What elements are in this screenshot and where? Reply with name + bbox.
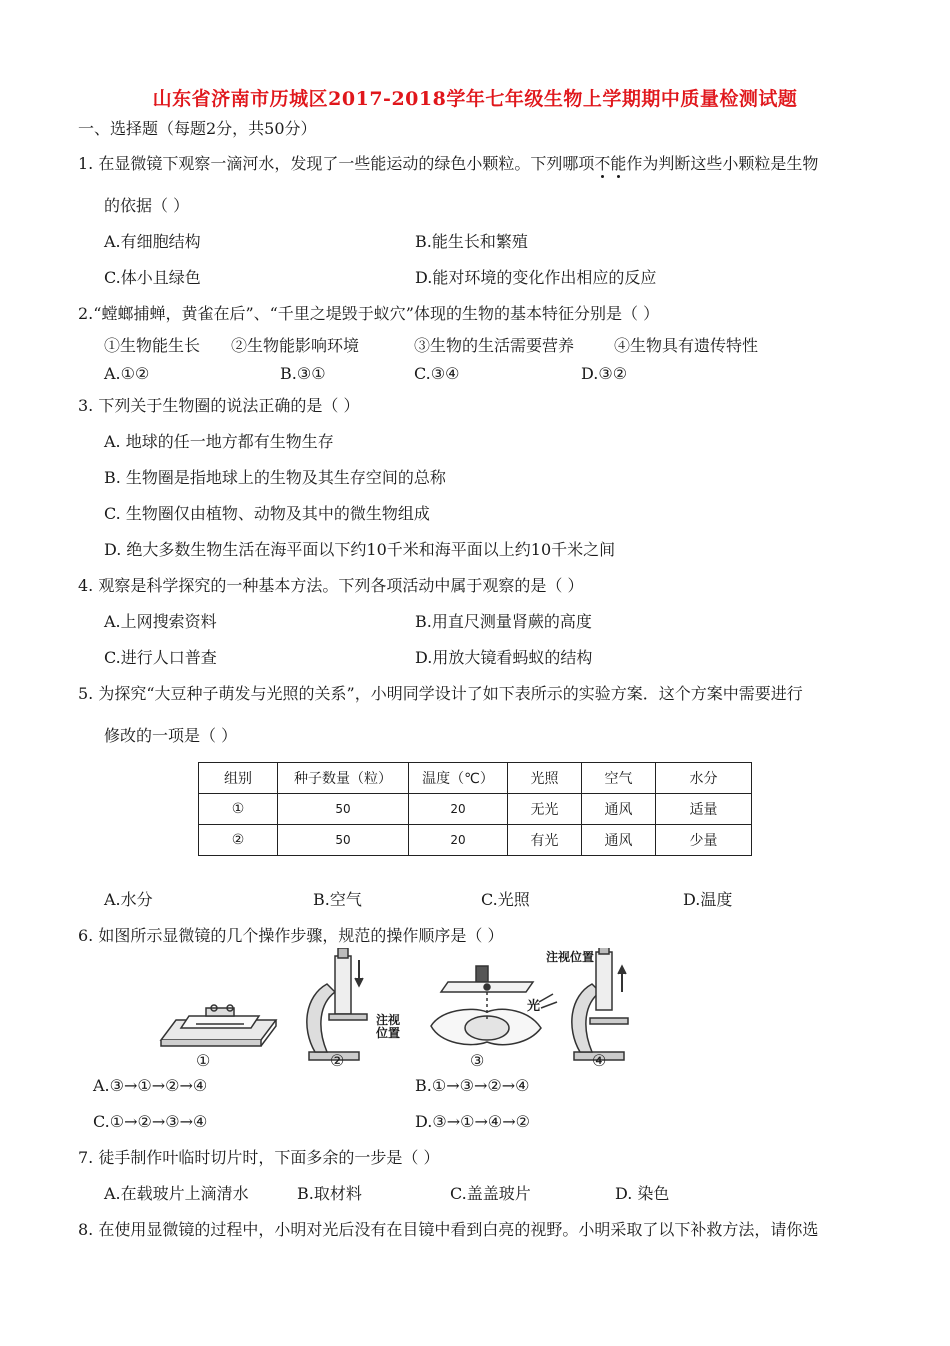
option-3b[interactable]: B. 生物圈是指地球上的生物及其生存空间的总称 <box>104 468 446 487</box>
table-header: 空气 <box>582 763 656 794</box>
question-6-stem: 6. 如图所示显微镜的几个操作步骤，规范的操作顺序是（ ） <box>78 926 504 945</box>
emphasis-mark: 不 <box>594 154 611 173</box>
figure-2-note-line2: 位置 <box>376 1026 401 1040</box>
table-header: 温度（℃） <box>409 763 508 794</box>
table-header: 组别 <box>199 763 278 794</box>
option-7b[interactable]: B.取材料 <box>297 1184 362 1203</box>
option-2a[interactable]: A.①② <box>104 364 150 383</box>
option-5d[interactable]: D.温度 <box>683 890 733 909</box>
statement-1: ①生物能生长 <box>104 336 201 355</box>
table-cell: 少量 <box>656 825 752 856</box>
statement-3: ③生物的生活需要营养 <box>414 336 575 355</box>
option-6d[interactable]: D.③→①→④→② <box>415 1112 530 1131</box>
table-cell: ① <box>199 794 278 825</box>
statement-2: ②生物能影响环境 <box>231 336 360 355</box>
question-1-stem-part1: 1. 在显微镜下观察一滴河水，发现了一些能运动的绿色小颗粒。下列哪项 <box>78 154 595 173</box>
table-cell: ② <box>199 825 278 856</box>
option-3c[interactable]: C. 生物圈仅由植物、动物及其中的微生物组成 <box>104 504 430 523</box>
table-cell: 20 <box>409 794 508 825</box>
table-cell: 50 <box>278 794 409 825</box>
table-cell: 无光 <box>508 794 582 825</box>
figure-2-note <box>376 1014 400 1040</box>
table-row <box>199 794 752 825</box>
emphasis-mark: 能 <box>610 154 627 173</box>
option-1b[interactable]: B.能生长和繁殖 <box>415 232 528 251</box>
option-4d[interactable]: D.用放大镜看蚂蚁的结构 <box>415 648 593 667</box>
table-cell: 适量 <box>656 794 752 825</box>
option-6a[interactable]: A.③→①→②→④ <box>93 1076 208 1095</box>
figure-3-light-label: 光 <box>527 999 541 1014</box>
table-cell: 50 <box>278 825 409 856</box>
option-6b[interactable]: B.①→③→②→④ <box>415 1076 530 1095</box>
option-3a[interactable]: A. 地球的任一地方都有生物生存 <box>104 432 334 451</box>
figure-2-note-line1: 注视 <box>376 1013 401 1027</box>
option-1d[interactable]: D.能对环境的变化作出相应的反应 <box>415 268 657 287</box>
option-5a[interactable]: A.水分 <box>104 890 153 909</box>
figure-label-2: ② <box>330 1051 345 1070</box>
option-2c[interactable]: C.③④ <box>414 364 460 383</box>
option-2d[interactable]: D.③② <box>581 364 628 383</box>
option-7a[interactable]: A.在载玻片上滴清水 <box>104 1184 249 1203</box>
question-3-stem: 3. 下列关于生物圈的说法正确的是（ ） <box>78 396 360 415</box>
option-4c[interactable]: C.进行人口普查 <box>104 648 217 667</box>
question-5-stem: 5. 为探究“大豆种子萌发与光照的关系”，小明同学设计了如下表所示的实验方案．这个方案中需要进行 <box>78 684 803 703</box>
figure-4-note: 注视位置 <box>546 950 595 964</box>
figure-label-3: ③ <box>470 1051 485 1070</box>
figure-label-4: ④ <box>592 1051 607 1070</box>
table-cell: 20 <box>409 825 508 856</box>
option-4a[interactable]: A.上网搜索资料 <box>104 612 217 631</box>
table-cell: 通风 <box>582 794 656 825</box>
option-4b[interactable]: B.用直尺测量肾蕨的高度 <box>415 612 592 631</box>
option-6c[interactable]: C.①→②→③→④ <box>93 1112 208 1131</box>
question-2-stem: 2.“螳螂捕蝉，黄雀在后”、“千里之堤毁于蚁穴”体现的生物的基本特征分别是（ ） <box>78 304 660 323</box>
option-1a[interactable]: A.有细胞结构 <box>104 232 201 251</box>
table-header: 种子数量（粒） <box>278 763 409 794</box>
option-5b[interactable]: B.空气 <box>313 890 362 909</box>
table-header: 水分 <box>656 763 752 794</box>
option-5c[interactable]: C.光照 <box>481 890 530 909</box>
figure-1-stage-icon <box>161 1005 276 1046</box>
question-1-stem-part2: 作为判断这些小颗粒是生物 <box>626 154 819 173</box>
experiment-table <box>198 762 752 856</box>
question-4-stem: 4. 观察是科学探究的一种基本方法。下列各项活动中属于观察的是（ ） <box>78 576 584 595</box>
table-header: 光照 <box>508 763 582 794</box>
figure-label-1: ① <box>196 1051 211 1070</box>
question-1-stem-line2: 的依据（ ） <box>104 196 190 215</box>
table-cell: 通风 <box>582 825 656 856</box>
option-7c[interactable]: C.盖盖玻片 <box>450 1184 531 1203</box>
figure-2-microscope-lower-icon <box>307 948 367 1060</box>
option-7d[interactable]: D. 染色 <box>615 1184 670 1203</box>
table-cell: 有光 <box>508 825 582 856</box>
statement-4: ④生物具有遗传特性 <box>614 336 759 355</box>
option-2b[interactable]: B.③① <box>280 364 326 383</box>
option-1c[interactable]: C.体小且绿色 <box>104 268 201 287</box>
table-row <box>199 825 752 856</box>
option-3d[interactable]: D. 绝大多数生物生活在海平面以下约10千米和海平面以上约10千米之间 <box>104 540 616 559</box>
section-heading: 一、选择题（每题2分，共50分） <box>78 119 317 138</box>
question-8-stem: 8. 在使用显微镜的过程中，小明对光后没有在目镜中看到白亮的视野。小明采取了以下补救方法，请你选 <box>78 1220 819 1239</box>
question-7-stem: 7. 徒手制作叶临时切片时，下面多余的一步是（ ） <box>78 1148 440 1167</box>
page-title: 山东省济南市历城区2017-2018学年七年级生物上学期期中质量检测试题 <box>152 88 798 110</box>
table-header-row <box>199 763 752 794</box>
question-1-stem <box>78 153 818 175</box>
question-5-stem-line2: 修改的一项是（ ） <box>104 726 238 745</box>
